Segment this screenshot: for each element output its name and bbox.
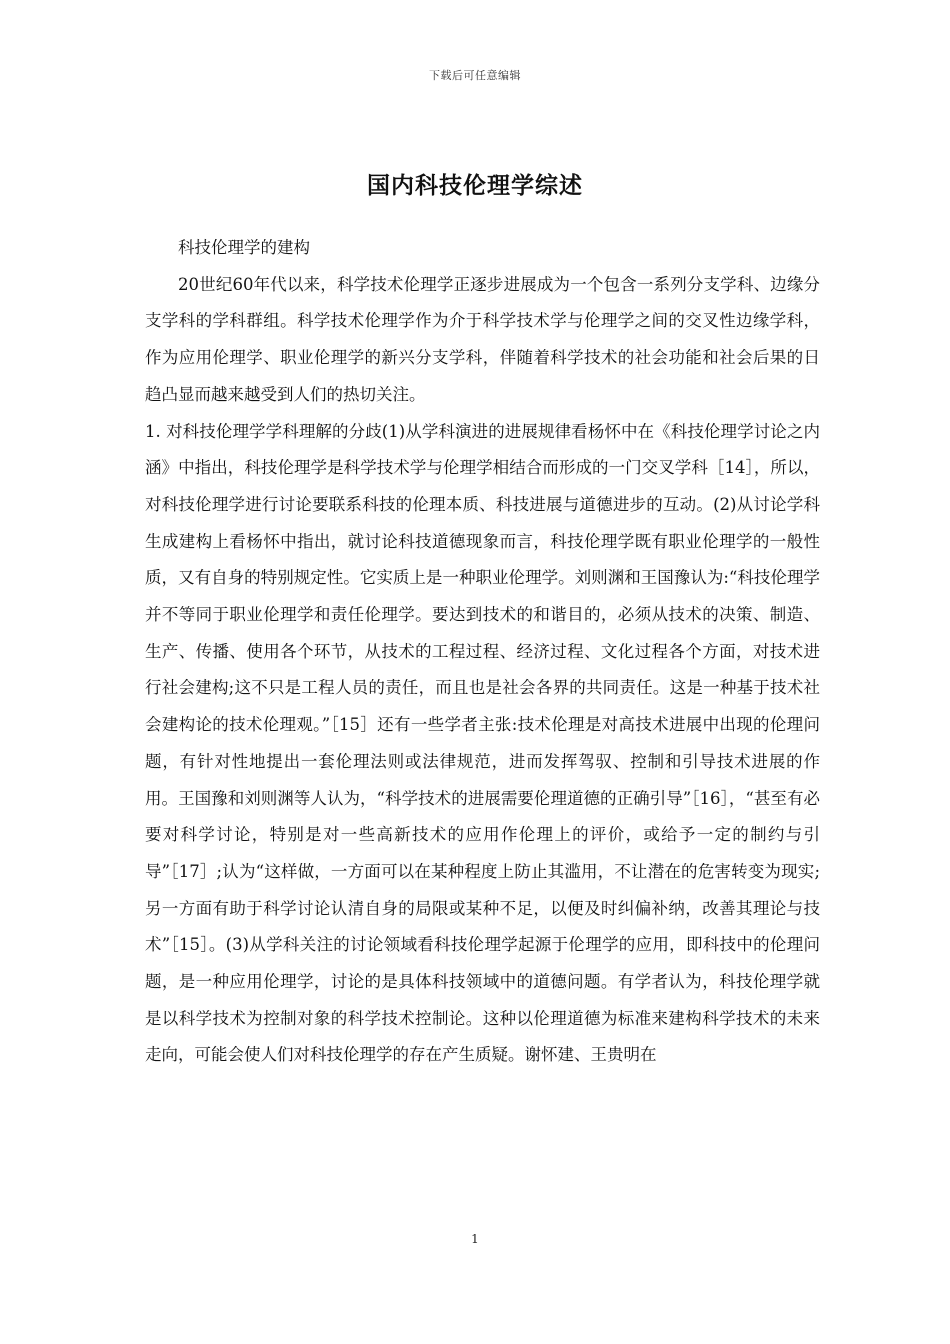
paragraph-intro: 20世纪60年代以来，科学技术伦理学正逐步进展成为一个包含一系列分支学科、边缘分支学科的学科群组。科学技术伦理学作为介于科学技术学与伦理学之间的交叉性边缘学科，作为应用伦理学、职业伦理学的新兴分支学科，伴随着科学技术的社会功能和社会后果的日趋凸显而越来越受到人们的热切关注。 — [145, 274, 820, 404]
page-number: 1 — [471, 1232, 479, 1246]
paragraph-main: 1. 对科技伦理学学科理解的分歧(1)从学科演进的进展规律看杨怀中在《科技伦理学讨论之内涵》中指出，科技伦理学是科学技术学与伦理学相结合而形成的一门交叉学科［14］，所以，对科技伦理学进行讨论要联系科技的伦理本质、科技进展与道德进步的互动。(2)从讨论学科生成建构上看杨怀中指出，就讨论科技道德现象而言，科技伦理学既有职业伦理学的一般性质，又有自身的特别规定性。它实质上是一种职业伦理学。刘则渊和王国豫认为:“科技伦理学并不等同于职业伦理学和责任伦理学。要达到技术的和谐目的，必须从技术的决策、制造、生产、传播、使用各个环节，从技术的工程过程、经济过程、文化过程各个方面，对技术进行社会建构;这不只是工程人员的责任，而且也是社会各界的共同责任。这是一种基于技术社会建构论的技术伦理观。”［15］还有一些学者主张:技术伦理是对高技术进展中出现的伦理问题，有针对性地提出一套伦理法则或法律规范，进而发挥驾驭、控制和引导技术进展的作用。王国豫和刘则渊等人认为，“科学技术的进展需要伦理道德的正确引导”［16］，“甚至有必要对科学讨论，特别是对一些高新技术的应用作伦理上的评价，或给予一定的制约与引导”［17］;认为“这样做，一方面可以在某种程度上防止其滥用，不让潜在的危害转变为现实;另一方面有助于科学讨论认清自身的局限或某种不足，以便及时纠偏补纳，改善其理论与技术”［15］。(3)从学科关注的讨论领域看科技伦理学起源于伦理学的应用，即科技中的伦理问题，是一种应用伦理学，讨论的是具体科技领域中的道德问题。有学者认为，科技伦理学就是以科学技术为控制对象的科学技术控制论。这种以伦理道德为标准来建构科学技术的未来走向，可能会使人们对科技伦理学的存在产生质疑。谢怀建、王贵明在 — [145, 421, 820, 1065]
document-body — [145, 230, 820, 1074]
section-heading: 科技伦理学的建构 — [178, 238, 310, 257]
document-title: 国内科技伦理学综述 — [367, 172, 583, 200]
page-header-note: 下载后可任意编辑 — [429, 69, 521, 82]
